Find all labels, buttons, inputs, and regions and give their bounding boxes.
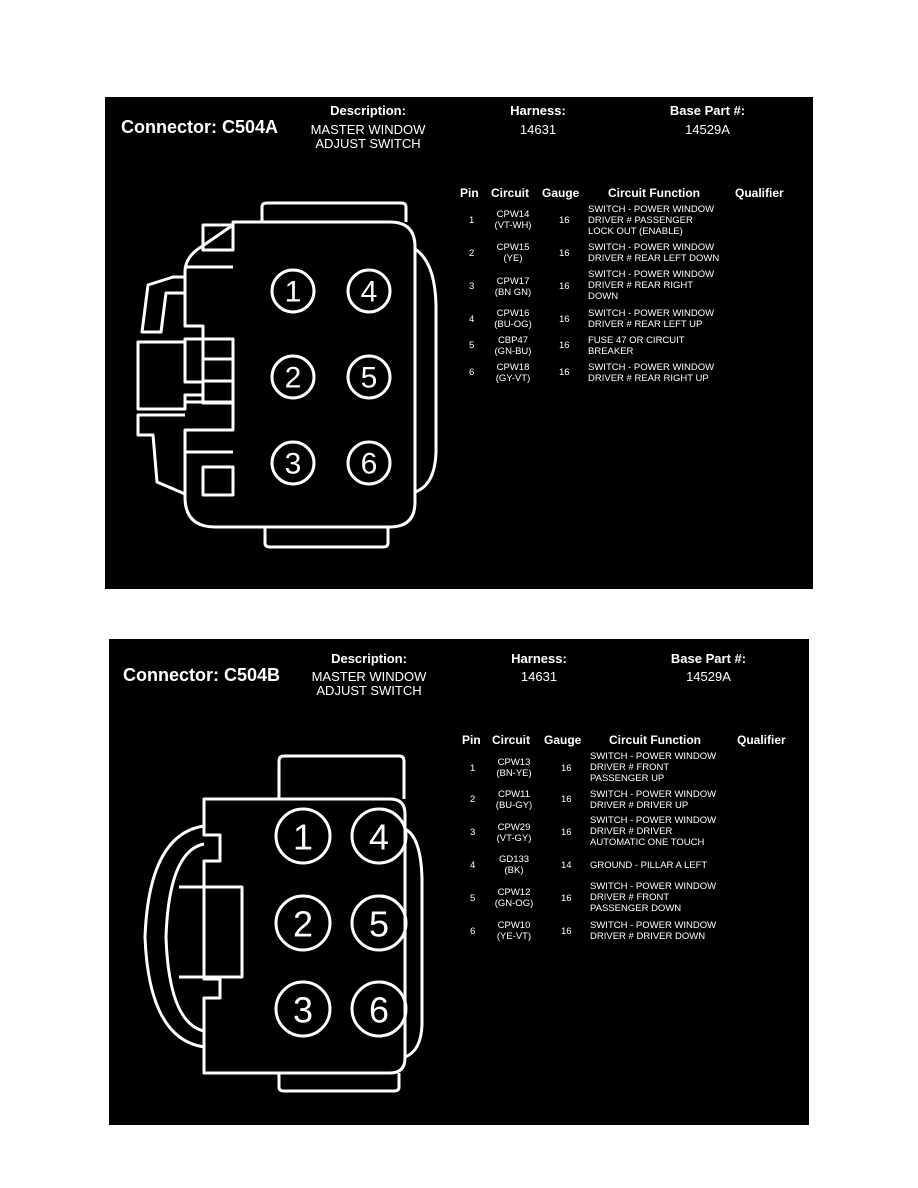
table-header-circuit: Circuit	[491, 186, 530, 200]
row-6-circuit: CPW10 (YE-VT)	[496, 920, 532, 942]
left-lower-lock	[138, 415, 185, 494]
harness-value: 14631	[520, 669, 558, 684]
row-6-function: SWITCH - POWER WINDOW DRIVER # DRIVER DOWN	[590, 920, 717, 942]
row-4-circuit: CPW16 (BU-OG)	[494, 308, 532, 330]
row-2-pin: 2	[470, 794, 476, 805]
row-5-gauge: 16	[559, 340, 570, 351]
connector-panel-c504b	[109, 639, 809, 1125]
row-3-circuit: CPW17 (BN GN)	[494, 276, 532, 298]
row-1-circuit: CPW14 (VT-WH)	[494, 209, 532, 231]
table-header-gauge: Gauge	[542, 186, 580, 200]
row-3-pin: 3	[469, 281, 475, 292]
row-5-gauge: 16	[561, 893, 572, 904]
description-line-1: MASTER WINDOW	[311, 669, 427, 684]
row-3-gauge: 16	[559, 281, 570, 292]
row-3-circuit: CPW29 (VT-GY)	[496, 822, 532, 844]
left-upper-lock	[142, 277, 185, 332]
base-part-value: 14529A	[686, 669, 731, 684]
row-4-gauge: 16	[559, 314, 570, 325]
right-side-rail	[405, 829, 422, 1057]
pin-4-label: 4	[360, 275, 378, 309]
left-middle-lock	[138, 342, 185, 409]
table-header-circuit: Circuit	[492, 733, 531, 747]
row-2-pin: 2	[469, 248, 475, 259]
table-header-pin: Pin	[462, 733, 481, 747]
row-6-gauge: 16	[559, 367, 570, 378]
pin-6-label: 6	[360, 447, 378, 481]
connector-c504b-face-drawing	[109, 639, 809, 1125]
harness-header: Harness:	[511, 651, 567, 666]
row-5-pin: 5	[469, 340, 475, 351]
pin-3-label: 3	[284, 447, 302, 481]
row-5-function: FUSE 47 OR CIRCUIT BREAKER	[588, 335, 685, 357]
right-side-rail	[415, 249, 436, 492]
pin-6-label: 6	[368, 989, 390, 1031]
row-4-circuit: GD133 (BK)	[498, 854, 530, 876]
pin-4-label: 4	[368, 816, 390, 858]
pin-1-label: 1	[292, 816, 314, 858]
pin-2-label: 2	[292, 903, 314, 945]
row-5-circuit: CBP47 (GN-BU)	[494, 335, 532, 357]
table-header-circuit-function: Circuit Function	[609, 733, 701, 747]
harness-value: 14631	[519, 122, 557, 137]
left-loop-inner	[166, 844, 204, 1031]
row-2-circuit: CPW15 (YE)	[496, 242, 530, 264]
description-header: Description:	[331, 651, 407, 666]
row-2-gauge: 16	[559, 248, 570, 259]
connector-c504a-face-drawing	[105, 97, 813, 589]
description-line-2: ADJUST SWITCH	[315, 136, 421, 151]
description-line-2: ADJUST SWITCH	[316, 683, 422, 698]
row-1-function: SWITCH - POWER WINDOW DRIVER # PASSENGER LOCK OUT (ENABLE)	[588, 204, 715, 237]
pin-3-label: 3	[292, 989, 314, 1031]
row-6-gauge: 16	[561, 926, 572, 937]
row-2-circuit: CPW11 (BU-GY)	[495, 789, 533, 811]
row-1-pin: 1	[470, 763, 476, 774]
bottom-latch	[279, 1073, 399, 1091]
row-1-gauge: 16	[561, 763, 572, 774]
row-6-pin: 6	[470, 926, 476, 937]
top-latch	[262, 203, 406, 222]
description-header: Description:	[330, 103, 406, 118]
center-window	[203, 339, 233, 403]
connector-panel-c504a	[105, 97, 813, 589]
pin-5-label: 5	[360, 361, 378, 395]
pin-1-label: 1	[284, 275, 302, 309]
row-1-circuit: CPW13 (BN-YE)	[496, 757, 532, 779]
row-4-pin: 4	[469, 314, 475, 325]
center-window	[204, 887, 242, 977]
row-1-gauge: 16	[559, 215, 570, 226]
harness-header: Harness:	[510, 103, 566, 118]
row-6-pin: 6	[469, 367, 475, 378]
bottom-latch	[265, 527, 388, 547]
table-header-circuit-function: Circuit Function	[608, 186, 700, 200]
table-header-qualifier: Qualifier	[737, 733, 786, 747]
table-header-qualifier: Qualifier	[735, 186, 784, 200]
pin-2-label: 2	[284, 361, 302, 395]
row-3-function: SWITCH - POWER WINDOW DRIVER # REAR RIGHT DOWN	[588, 269, 715, 302]
row-6-function: SWITCH - POWER WINDOW DRIVER # REAR RIGHT UP	[588, 362, 715, 384]
connector-title: Connector: C504A	[121, 117, 279, 137]
row-4-pin: 4	[470, 860, 476, 871]
row-4-gauge: 14	[561, 860, 572, 871]
row-3-pin: 3	[470, 827, 476, 838]
row-5-circuit: CPW12 (GN-OG)	[494, 887, 534, 909]
top-latch	[279, 756, 404, 799]
row-2-gauge: 16	[561, 794, 572, 805]
description-line-1: MASTER WINDOW	[310, 122, 426, 137]
lower-window	[203, 467, 233, 495]
connector-title: Connector: C504B	[123, 665, 281, 685]
pin-5-label: 5	[368, 903, 390, 945]
row-3-gauge: 16	[561, 827, 572, 838]
row-6-circuit: CPW18 (GY-VT)	[495, 362, 531, 384]
left-loop-outer	[145, 826, 204, 1047]
base-part-header: Base Part #:	[669, 103, 746, 118]
row-2-function: SWITCH - POWER WINDOW DRIVER # DRIVER UP	[590, 789, 717, 811]
row-3-function: SWITCH - POWER WINDOW DRIVER # DRIVER AUTOMATIC ONE TOUCH	[590, 815, 717, 848]
row-1-function: SWITCH - POWER WINDOW DRIVER # FRONT PASSENGER UP	[590, 751, 717, 784]
row-4-function: SWITCH - POWER WINDOW DRIVER # REAR LEFT UP	[588, 308, 715, 330]
base-part-header: Base Part #:	[670, 651, 747, 666]
table-header-gauge: Gauge	[544, 733, 582, 747]
row-1-pin: 1	[469, 215, 475, 226]
row-5-function: SWITCH - POWER WINDOW DRIVER # FRONT PASSENGER DOWN	[590, 881, 717, 914]
table-header-pin: Pin	[460, 186, 479, 200]
base-part-value: 14529A	[685, 122, 730, 137]
row-2-function: SWITCH - POWER WINDOW DRIVER # REAR LEFT DOWN	[588, 242, 720, 264]
row-4-function: GROUND - PILLAR A LEFT	[590, 860, 708, 871]
row-5-pin: 5	[470, 893, 476, 904]
